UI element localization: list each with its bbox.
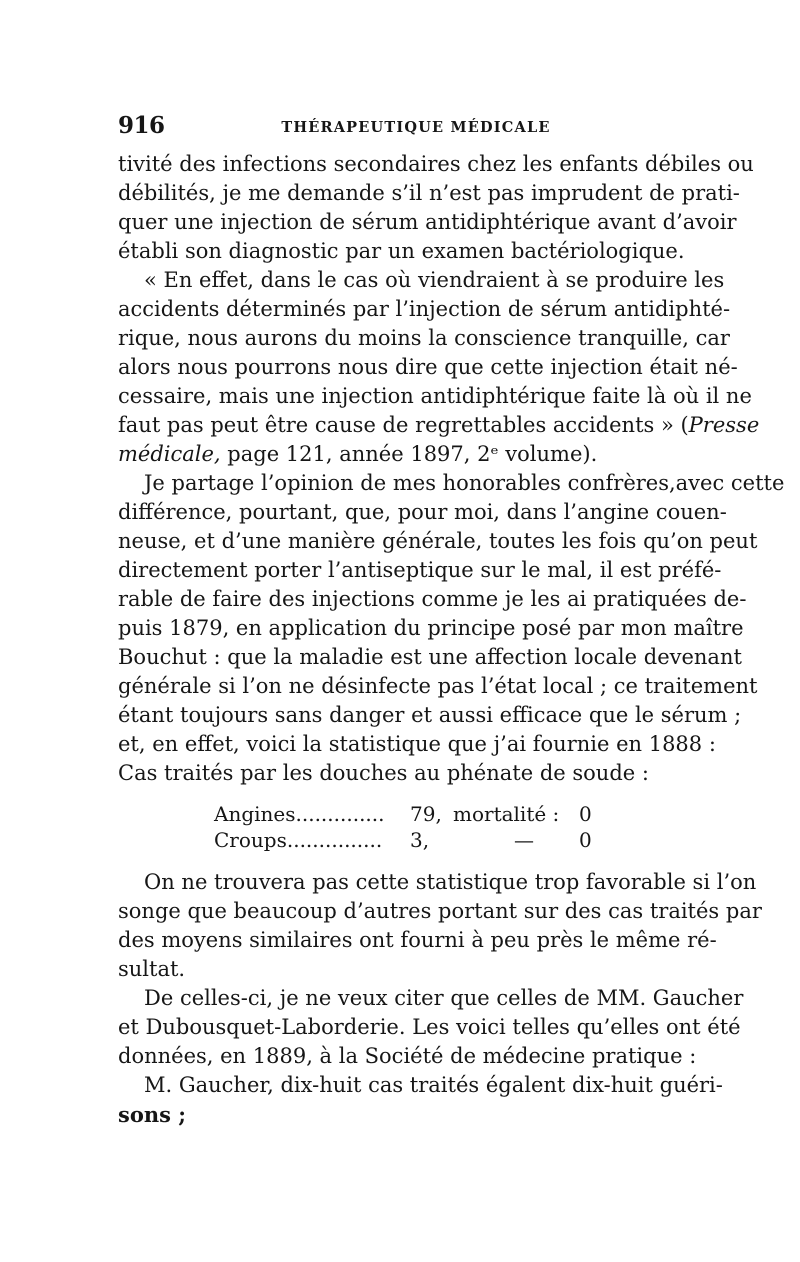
stats-row-croups	[214, 826, 604, 855]
journal-title-part-2: médicale,	[118, 442, 221, 466]
journal-title-part-1: Presse	[688, 413, 760, 437]
paragraph-6-line-1: M. Gaucher, dix-huit cas traités égalent dix-huit guéri-	[144, 1073, 723, 1097]
paragraph-4-line-1: On ne trouvera pas cette statistique trop favorable si l’on	[144, 870, 757, 894]
stats-label: Croups...............	[214, 828, 383, 852]
paragraph-1-line-2: débilités, je me demande s’il n’est pas imprudent de prati-	[118, 181, 740, 205]
paragraph-3-line-3: neuse, et d’une manière générale, toutes les fois qu’on peut	[118, 529, 758, 553]
paragraph-2-line-6	[118, 411, 760, 440]
paragraph-2-line-2: accidents déterminés par l’injection de sérum antidiphté-	[118, 297, 731, 321]
stats-ditto-dash: —	[514, 828, 534, 852]
stats-count: 79,	[410, 802, 442, 826]
stats-label: Angines..............	[214, 802, 385, 826]
paragraph-1-line-1: tivité des infections secondaires chez les enfants débiles ou	[118, 152, 754, 176]
paragraph-3-line-1: Je partage l’opinion de mes honorables confrères,avec cette	[144, 471, 785, 495]
stats-count: 3,	[410, 828, 430, 852]
stats-mortality-value: 0	[579, 802, 592, 826]
paragraph-3-line-10: et, en effet, voici la statistique que j’ai fournie en 1888 :	[118, 732, 716, 756]
paragraph-2-line-1: « En effet, dans le cas où viendraient à se produire les	[144, 268, 725, 292]
stats-mortality-label: mortalité :	[453, 802, 560, 826]
paragraph-1-line-4: établi son diagnostic par un examen bactériologique.	[118, 239, 685, 263]
paragraph-1-line-3: quer une injection de sérum antidiphtérique avant d’avoir	[118, 210, 737, 234]
stats-row-angines	[214, 800, 604, 829]
running-head: THÉRAPEUTIQUE MÉDICALE	[281, 119, 551, 136]
paragraph-6-line-2: sons ;	[118, 1102, 186, 1127]
paragraph-3-line-8: générale si l’on ne désinfecte pas l’état local ; ce traitement	[118, 674, 758, 698]
paragraph-4-line-4: sultat.	[118, 957, 186, 981]
paragraph-3-line-2: différence, pourtant, que, pour moi, dans l’angine couen-	[118, 500, 727, 524]
page-header	[118, 112, 684, 144]
paragraph-2-line-6-text: faut pas peut être cause de regrettables accidents » (	[118, 413, 689, 437]
paragraph-2-line-7	[118, 440, 684, 469]
paragraph-3-line-4: directement porter l’antiseptique sur le mal, il est préfé-	[118, 558, 722, 582]
paragraph-5-line-1: De celles-ci, je ne veux citer que celles de MM. Gaucher	[144, 986, 744, 1010]
paragraph-4-line-3: des moyens similaires ont fourni à peu près le même ré-	[118, 928, 717, 952]
paragraph-3-line-7: Bouchut : que la maladie est une affection locale devenant	[118, 645, 742, 669]
paragraph-5-line-2: et Dubousquet-Laborderie. Les voici telles qu’elles ont été	[118, 1015, 741, 1039]
stats-mortality-value: 0	[579, 828, 592, 852]
paragraph-2-line-5: cessaire, mais une injection antidiphtérique faite là où il ne	[118, 384, 752, 408]
paragraph-3-line-9: étant toujours sans danger et aussi efficace que le sérum ;	[118, 703, 742, 727]
paragraph-4-line-2: songe que beaucoup d’autres portant sur des cas traités par	[118, 899, 762, 923]
paragraph-2-line-4: alors nous pourrons nous dire que cette injection était né-	[118, 355, 738, 379]
paragraph-3-line-5: rable de faire des injections comme je les ai pratiquées de-	[118, 587, 747, 611]
paragraph-5-line-3: données, en 1889, à la Société de médecine pratique :	[118, 1044, 697, 1068]
citation-rest: page 121, année 1897, 2ᵉ volume).	[220, 442, 598, 466]
paragraph-2-line-3: rique, nous aurons du moins la conscience tranquille, car	[118, 326, 730, 350]
page-number: 916	[118, 112, 165, 139]
paragraph-3-line-6: puis 1879, en application du principe posé par mon maître	[118, 616, 744, 640]
paragraph-3-line-11: Cas traités par les douches au phénate de soude :	[118, 761, 649, 785]
